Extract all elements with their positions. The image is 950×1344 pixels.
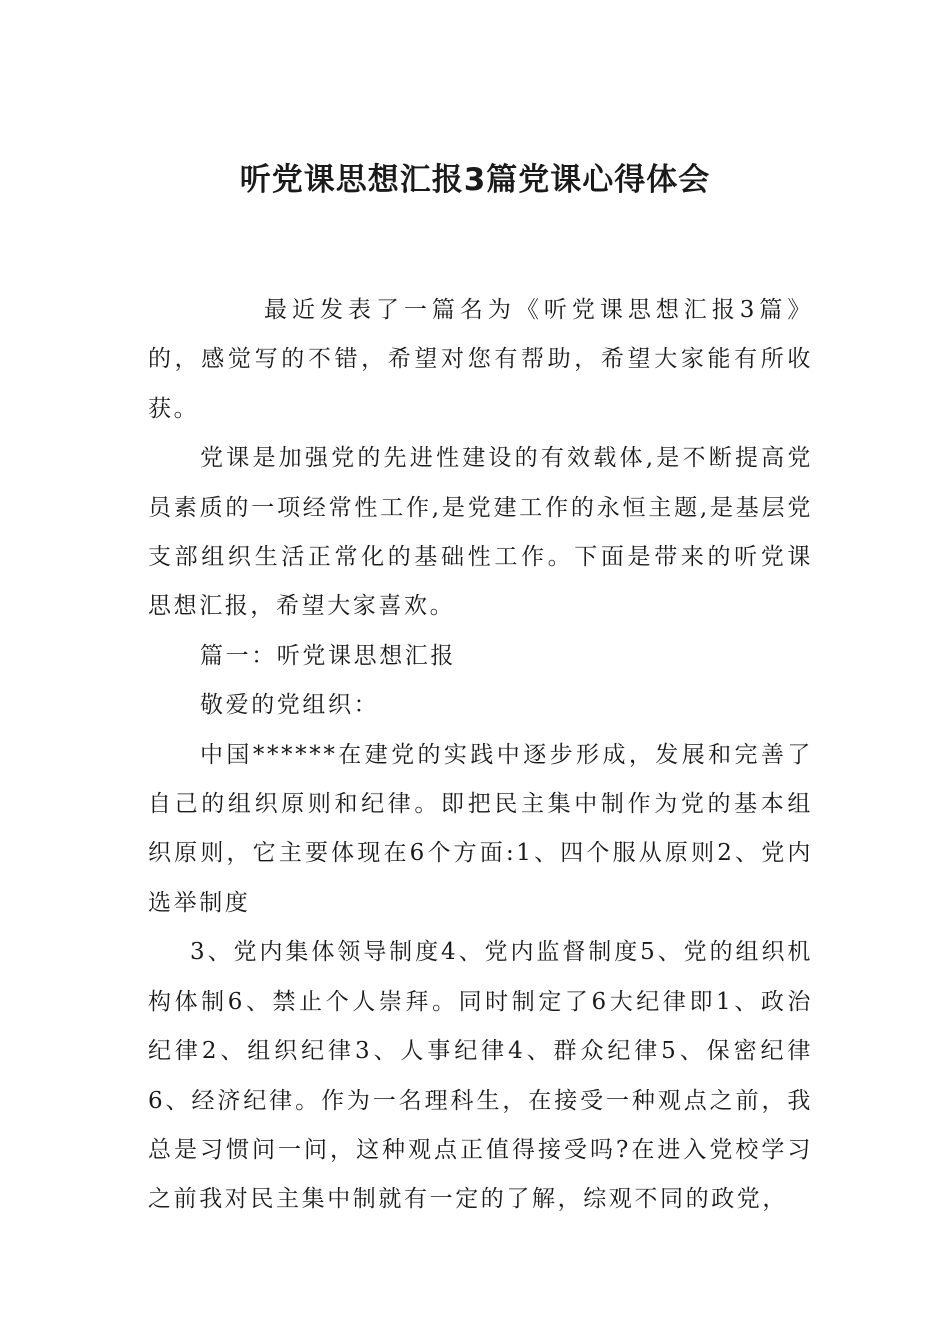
salutation: 敬爱的党组织： bbox=[200, 692, 380, 719]
section-heading: 篇一：听党课思想汇报 bbox=[200, 642, 456, 669]
document-title: 听党课思想汇报3篇党课心得体会 bbox=[239, 162, 711, 198]
body-paragraph-2: 3、党内集体领导制度4、党内监督制度5、党的组织机构体制6、禁止个人崇拜。同时制定了6大纪律即1、政治纪律2、组织纪律3、人事纪律4、群众纪律5、保密纪律6、经济纪律。作为一名理科生，在接受一种观点之前，我总是习惯问一问，这种观点正值得接受吗?在进入党校学习之前我对民主集中制就有一定的了解，综观不同的政党， bbox=[148, 939, 813, 1213]
document-body bbox=[148, 286, 813, 1225]
body-paragraph-1: 中国******在建党的实践中逐步形成，发展和完善了自己的组织原则和纪律。即把民主集中制作为党的基本组织原则，它主要体现在6个方面:1、四个服从原则2、党内选举制度 bbox=[148, 741, 813, 916]
summary-paragraph: 党课是加强党的先进性建设的有效载体,是不断提高党员素质的一项经常性工作,是党建工作的永恒主题,是基层党支部组织生活正常化的基础性工作。下面是带来的听党课思想汇报，希望大家喜欢。 bbox=[148, 445, 813, 620]
intro-paragraph: 最近发表了一篇名为《听党课思想汇报3篇》的，感觉写的不错，希望对您有帮助，希望大家能有所收获。 bbox=[148, 297, 813, 422]
